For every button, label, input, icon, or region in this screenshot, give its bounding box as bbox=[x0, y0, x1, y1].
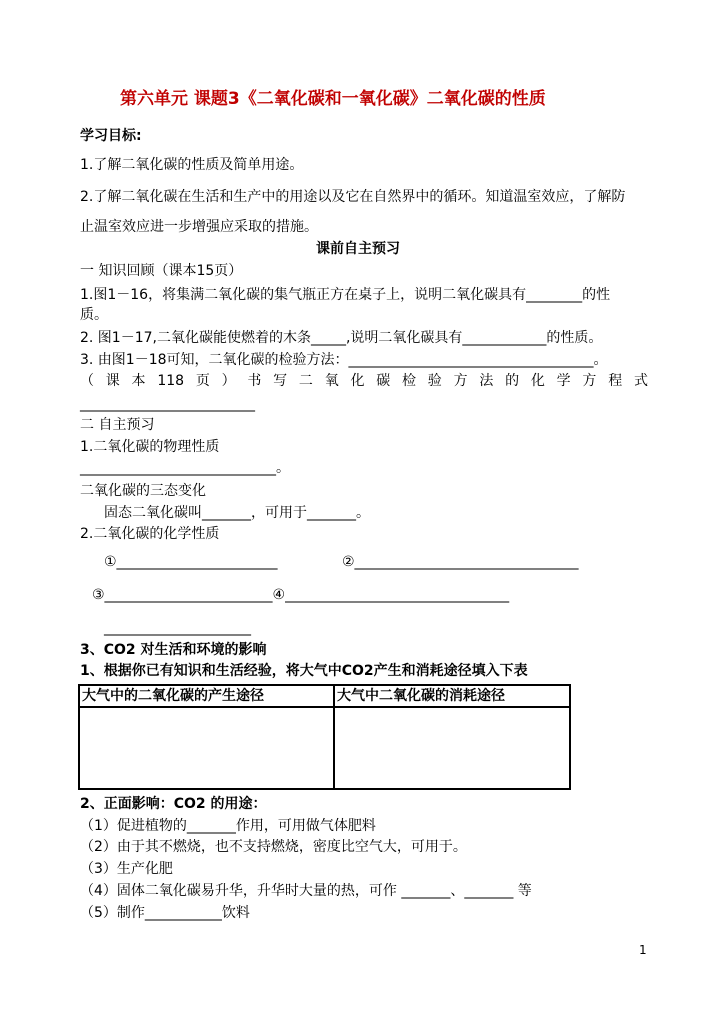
preview-heading: 课前自主预习 bbox=[316, 241, 400, 257]
page-number: 1 bbox=[639, 943, 647, 957]
impact-heading: 3、CO2 对生活和环境的影响 bbox=[80, 642, 267, 658]
table-cell-sinks[interactable] bbox=[334, 707, 570, 789]
objectives-heading: 学习目标: bbox=[80, 128, 142, 144]
table-task: 1、根据你已有知识和生活经验，将大气中CO2产生和消耗途径填入下表 bbox=[80, 663, 528, 679]
objective-1: 1.了解二氧化碳的性质及简单用途。 bbox=[80, 157, 304, 173]
use-5: （5）制作___________饮料 bbox=[80, 905, 250, 921]
physical-properties: 1.二氧化碳的物理性质 bbox=[80, 439, 220, 455]
chemical-property-2: ②________________________________ bbox=[342, 554, 579, 570]
question-1-line1: 1.图1－16，将集满二氧化碳的集气瓶正方在桌子上，说明二氧化碳具有________的性 bbox=[80, 287, 611, 303]
physical-properties-blank: ____________________________。 bbox=[80, 460, 290, 476]
chemical-property-extra: _____________________ bbox=[104, 620, 251, 636]
chemical-properties: 2.二氧化碳的化学性质 bbox=[80, 526, 220, 542]
review-heading: 一 知识回顾（课本15页） bbox=[80, 263, 243, 279]
self-preview-heading: 二 自主预习 bbox=[80, 417, 155, 433]
chemical-property-1: ①_______________________ bbox=[104, 554, 278, 570]
question-4-line2: _________________________ bbox=[80, 396, 255, 412]
use-2: （2）由于其不燃烧，也不支持燃烧，密度比空气大，可用于。 bbox=[80, 839, 467, 855]
objective-2-line1: 2.了解二氧化碳在生活和生产中的用途以及它在自然界中的循环。知道温室效应，了解防 bbox=[80, 189, 626, 205]
question-1-line2: 质。 bbox=[80, 307, 108, 323]
question-2: 2. 图1－17,二氧化碳能使燃着的木条_____,说明二氧化碳具有____________的性质。 bbox=[80, 330, 603, 346]
co2-sources-sinks-table bbox=[78, 684, 571, 790]
use-3: （3）生产化肥 bbox=[80, 861, 173, 877]
use-1: （1）促进植物的_______作用，可用做气体肥料 bbox=[80, 818, 376, 834]
solid-co2: 固态二氧化碳叫_______，可用于_______。 bbox=[104, 505, 370, 521]
table-cell-sources[interactable] bbox=[79, 707, 334, 789]
question-4-line1: （课本118页）书写二氧化碳检验方法的化学方程式 bbox=[80, 373, 648, 389]
use-4: （4）固体二氧化碳易升华，升华时大量的热，可作 _______、_______ 等 bbox=[80, 883, 532, 899]
objective-2-line2: 止温室效应进一步增强应采取的措施。 bbox=[80, 219, 318, 235]
question-3: 3. 由图1－18可知，二氧化碳的检验方法：___________________________________。 bbox=[80, 352, 608, 368]
table-header-sinks: 大气中二氧化碳的消耗途径 bbox=[334, 685, 570, 707]
table-header-sources: 大气中的二氧化碳的产生途径 bbox=[79, 685, 334, 707]
page-title: 第六单元 课题3《二氧化碳和一氧化碳》二氧化碳的性质 bbox=[120, 89, 546, 109]
positive-impact-heading: 2、正面影响：CO2 的用途： bbox=[80, 796, 267, 812]
three-states: 二氧化碳的三态变化 bbox=[80, 483, 206, 499]
chemical-property-3-4: ③________________________④________________________________ bbox=[92, 587, 510, 603]
